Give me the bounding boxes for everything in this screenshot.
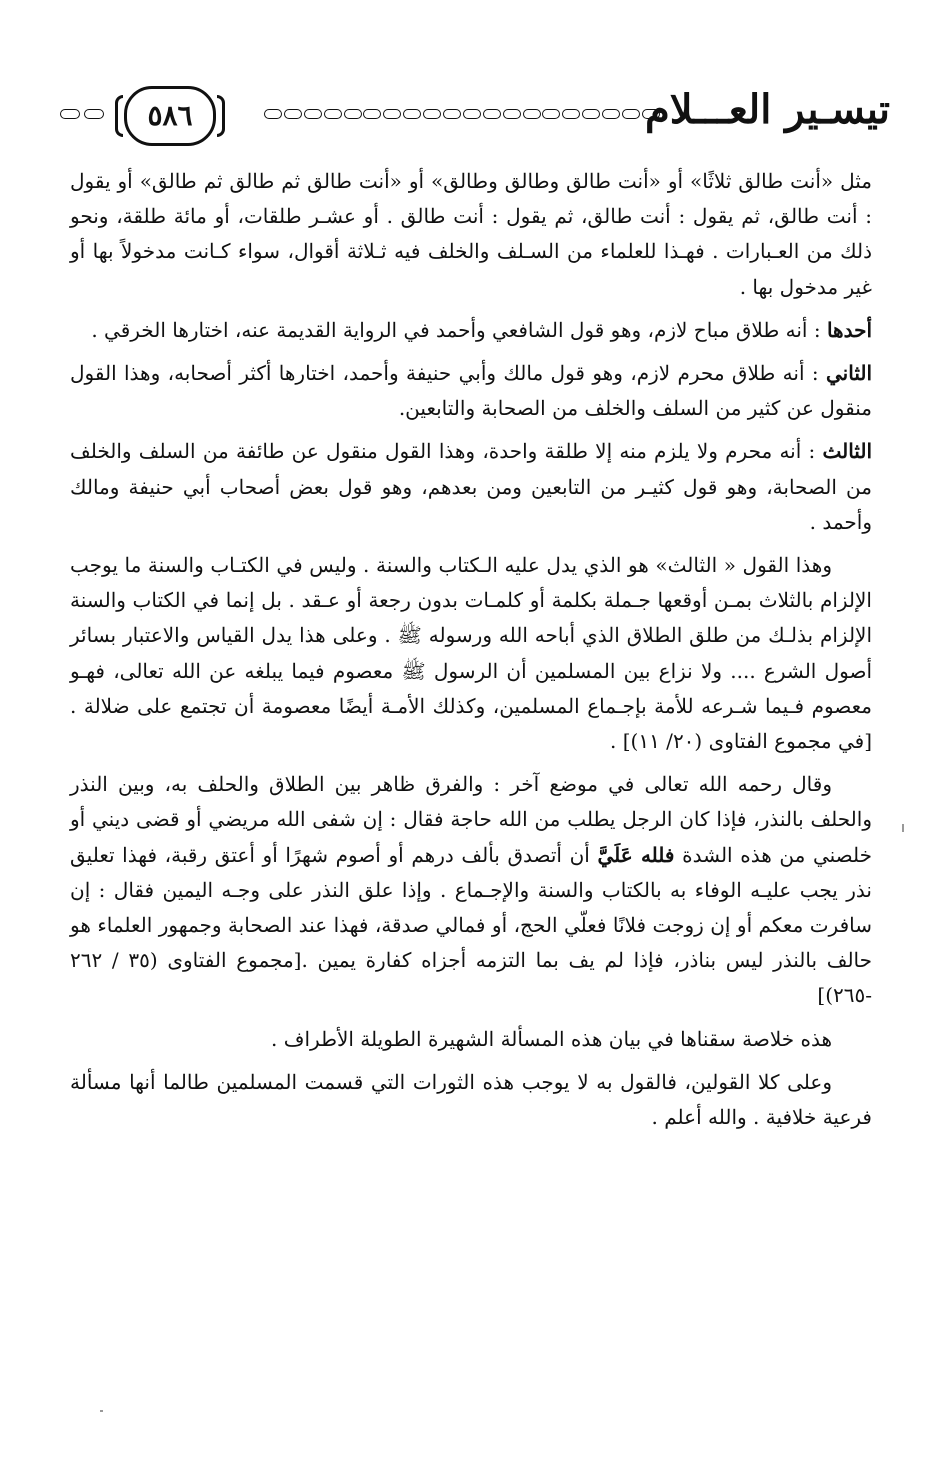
paragraph-3-lead: الثاني (825, 361, 872, 386)
book-title: تيسـير العـــلام (644, 86, 890, 133)
header-ornament-line (264, 102, 660, 126)
header-ornament-small (60, 102, 104, 126)
page-header (60, 78, 890, 154)
paragraph-2-lead: أحدها (826, 317, 872, 342)
paragraph-4-text: : أنه محرم ولا يلزم منه إلا طلقة واحدة، وهذا القول منقول عن طائفة من السلف والخلف من الصحابة، وهو قول كثيـر من التابعين ومن بعدهم، وهو قول بعض أصحاب أبي حنيفة ومالك وأحمد . (70, 439, 872, 534)
paragraph-2-text: : أنه طلاق مباح لازم، وهو قول الشافعي وأحمد في الرواية القديمة عنه، اختارها الخرقي . (91, 317, 827, 342)
scan-mark (902, 824, 904, 832)
paragraph-4-lead: الثالث (822, 439, 872, 464)
paragraph-3 (70, 356, 872, 426)
paragraph-4 (70, 434, 872, 540)
paragraph-5: وهذا القول « الثالث» هو الذي يدل عليه الـكتاب والسنة . وليس في الكتـاب والسنة ما يوجب الإلزام بالثلاث بمـن أوقعها جـملة بكلمة أو كلمـات بدون رجعة أو عـقد . بل إنما في الكتاب والسنة الإلزام بذلـك من طلق الطلاق الذي أباحه الله ورسوله ﷺ . وعلى هذا يدل القياس والاعتبار بسائر أصول الشرع .... ولا نزاع بين المسلمين أن الرسول ﷺ معصوم فيما يبلغه عن الله تعالى، فهـو معصوم فـيما شـرعه للأمة بإجـماع المسلمين، وكذلك الأمـة أيضًا معصومة أن تجتمع على ضلالة . [في مجموع الفتاوى (٢٠/ ١١)] . (70, 553, 872, 754)
paragraph-7: هذه خلاصة سقناها في بيان هذه المسألة الشهيرة الطويلة الأطراف . (271, 1026, 832, 1051)
paragraph-6 (70, 767, 872, 1013)
scan-speck (100, 1410, 103, 1412)
paragraph-3-text: : أنه طلاق محرم لازم، وهو قول مالك وأبي حنيفة وأحمد، اختارها أكثر أصحابه، وهذا القول منقول عن كثير من السلف والخلف من الصحابة والتابعين. (70, 361, 872, 421)
paragraph-6-text-a: وقال رحمه الله تعالى في موضع آخر : والفرق ظاهر بين الطلاق والحلف به، وبين النذر والحلف بالنذر، فإذا كان الرجل يطلب من الله حاجة فقال : إن شفى الله مريضي أو قضى ديني أو خلصني من هذه الشدة (70, 772, 872, 867)
paragraph-6-text-b: أن أتصدق بألف درهم أو أصوم شهرًا أو أعتق رقبة، فهذا تعليق نذر يجب عليـه الوفاء به بالكتاب والسنة والإجـماع . وإذا علق النذر على وجـه اليمين فقال : إن سافرت معكم أو إن زوجت فلانًا فعلّي الحج، أو فمالي صدقة، فهذا عند الصحابة وجمهور العلماء هو حالف بالنذر ليس بناذر، فإذا لم يف بما التزمه أجزاه كفارة يمين .[مجموع الفتاوى (٣٥ / ٢٦٢ -٢٦٥)] (70, 842, 872, 1008)
paragraph-8: وعلى كلا القولين، فالقول به لا يوجب هذه الثورات التي قسمت المسلمين طالما أنها مسألة فرعية خلافية . والله أعلم . (70, 1069, 872, 1130)
paragraph-2 (70, 313, 872, 348)
body-text (70, 164, 872, 1143)
page-number-frame (124, 86, 216, 146)
paragraph-6-bold: فلله عَلَيَّ (597, 842, 675, 867)
paragraph-1: مثل «أنت طالق ثلاثًا» أو «أنت طالق وطالق وطالق» أو «أنت طالق ثم طالق ثم طالق» أو يقول : أنت طالق، ثم يقول : أنت طالق، ثم يقول : أنت طالق . أو عشـر طلقات، أو مائة طلقة، ونحو ذلك من العـبارات . فهـذا للعلماء من السـلف والخلف فيه ثـلاثة أقوال، سواء كـانت مدخولاً بها أو غير مدخول بها . (70, 169, 872, 299)
page-number: ٥٨٦ (147, 99, 193, 132)
